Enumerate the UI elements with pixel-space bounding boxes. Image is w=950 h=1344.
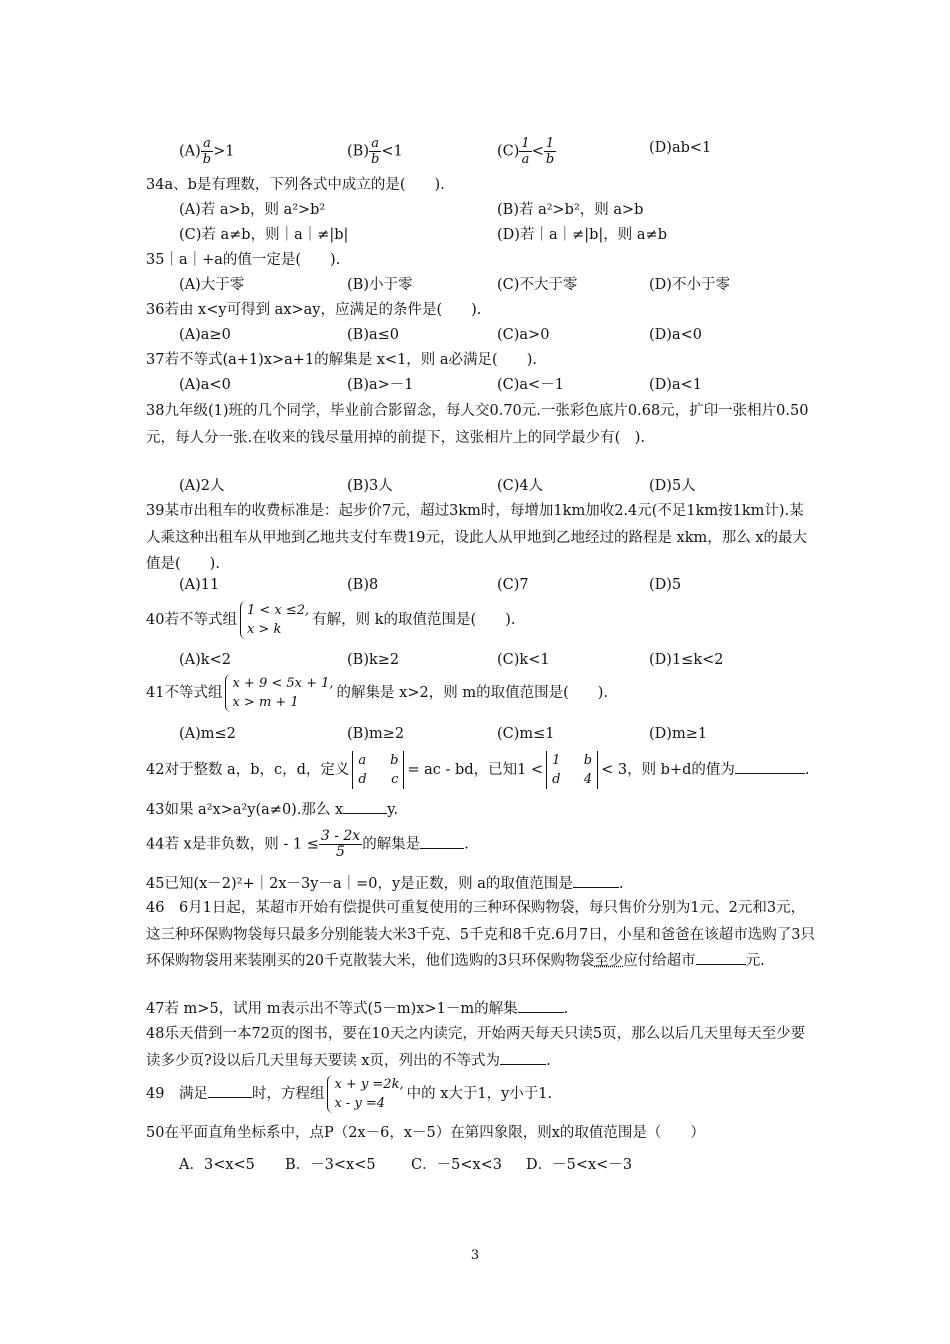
q50-option-a: A．3<x<5 — [179, 1157, 255, 1173]
q35-option-b: (B)小于零 — [347, 277, 413, 293]
q33-options — [179, 136, 819, 167]
q50-option-b: B．－3<x<5 — [285, 1157, 376, 1173]
q34-options-row1 — [179, 198, 819, 223]
q37-option-b: (B)a>－1 — [347, 377, 414, 393]
q36-option-b: (B)a≤0 — [347, 327, 399, 343]
q34-option-c: (C)若 a≠b，则｜a｜≠|b| — [179, 227, 349, 243]
q34-option-b: (B)若 a²>b²，则 a>b — [497, 202, 644, 218]
q33-option-c: (C) $\frac{1}{a}$ < $\frac{1}{b}$ — [497, 136, 555, 167]
q34-stem: 34a、b是有理数，下列各式中成立的是( ). — [146, 177, 445, 193]
q42-answer-blank[interactable] — [735, 757, 805, 774]
q41-option-b: (B)m≥2 — [347, 726, 405, 742]
q49-answer-blank[interactable] — [208, 1081, 252, 1098]
q38-stem: 38九年级(1)班的几个同学，毕业前合影留念，每人交0.70元.一张彩色底片0.68元，扩印一张相片0.50元，每人分一张.在收来的钱尽量用掉的前提下，这张相片上的同学最少有( ). — [146, 403, 809, 446]
q37-option-d: (D)a<1 — [649, 377, 702, 393]
q33-option-a: (A) $\frac{a}{b}$ >1 — [179, 136, 235, 167]
q38-option-b: (B)3人 — [347, 478, 393, 494]
q39-option-a: (A)11 — [179, 577, 220, 593]
q40-options — [179, 648, 819, 673]
page-number: 3 — [470, 1248, 480, 1263]
q41-options — [179, 722, 819, 747]
q38-options — [179, 474, 819, 499]
q38-option-c: (C)4人 — [497, 478, 544, 494]
q39-option-b: (B)8 — [347, 577, 379, 593]
q34-option-d: (D)若｜a｜≠|b|，则 a≠b — [497, 227, 667, 243]
q36-option-d: (D)a<0 — [649, 327, 702, 343]
q37-stem: 37若不等式(a+1)x>a+1的解集是 x<1，则 a必满足( ). — [146, 352, 537, 368]
q38-option-a: (A)2人 — [179, 478, 225, 494]
q34-option-a: (A)若 a>b，则 a²>b² — [179, 202, 326, 218]
q50-option-d: D．－5<x<－3 — [526, 1157, 633, 1173]
q50-option-c: C．－5<x<3 — [411, 1157, 503, 1173]
q35-option-c: (C)不大于零 — [497, 277, 578, 293]
q50-options — [179, 1153, 819, 1178]
q39-stem: 39某市出租车的收费标准是：起步价7元，超过3km时，每增加1km加收2.4元(不足1km按1km计).某人乘这种出租车从甲地到乙地共支付车费19元，设此人从甲地到乙地经过的路程是 xkm，那么 x的最大值是( ). — [146, 503, 808, 572]
q45-answer-blank[interactable] — [573, 871, 619, 888]
q44-answer-blank[interactable] — [420, 832, 464, 849]
q43-answer-blank[interactable] — [343, 797, 387, 814]
q37-options — [179, 373, 819, 398]
q34-options-row2 — [179, 223, 819, 248]
q47-stem: 47若 m>5，试用 m表示出不等式(5－m)x>1－m的解集 . — [146, 996, 816, 1022]
q41-option-d: (D)m≥1 — [649, 726, 708, 742]
q46-answer-blank[interactable] — [696, 948, 746, 965]
q40-option-b: (B)k≥2 — [347, 652, 400, 668]
q36-stem: 36若由 x<y可得到 ax>ay，应满足的条件是( ). — [146, 302, 482, 318]
q40-option-d: (D)1≤k<2 — [649, 652, 724, 668]
q36-option-c: (C)a>0 — [497, 327, 550, 343]
q35-stem: 35｜a｜+a的值一定是( ). — [146, 252, 341, 268]
q48-stem: 48乐天借到一本72页的图书，要在10天之内读完，开始两天每天只读5页，那么以后几天里每天至少要读多少页?设以后几天里每天要读 x页，列出的不等式为 . — [146, 1026, 806, 1069]
q49-equation-system: x + y =2k, x - y =4 — [327, 1075, 403, 1113]
q47-answer-blank[interactable] — [518, 996, 564, 1013]
q40-option-a: (A)k<2 — [179, 652, 231, 668]
q50-stem: 50在平面直角坐标系中，点P（2x－6，x－5）在第四象限，则x的取值范围是（ ） — [146, 1125, 705, 1141]
q42-determinant-given: 1 b d 4 — [546, 751, 598, 789]
q33-option-b: (B) $\frac{a}{b}$ <1 — [347, 136, 403, 167]
q44-stem: 44若 x是非负数，则 - 1 ≤ $\frac{3 - 2x}{5}$ 的解集是 . — [146, 828, 469, 860]
q40-stem: 40若不等式组 1 < x ≤2, x > k 有解，则 k的取值范围是( ). — [146, 603, 516, 637]
q42-determinant-definition: a b d c — [352, 751, 404, 789]
q39-options — [179, 573, 819, 598]
q35-option-a: (A)大于零 — [179, 277, 245, 293]
q35-options — [179, 273, 819, 298]
q48-answer-blank[interactable] — [500, 1048, 546, 1065]
q42-stem: 42对于整数 a，b，c，d，定义 a b d c = ac - bd，已知1 < 1 b d 4 < 3，则 b+d的值为 . — [146, 753, 810, 787]
q40-inequality-system: 1 < x ≤2, x > k — [240, 601, 309, 639]
q43-stem: 43如果 a²x>a²y(a≠0).那么 x y. — [146, 797, 816, 823]
q40-option-c: (C)k<1 — [497, 652, 550, 668]
q41-option-c: (C)m≤1 — [497, 726, 555, 742]
q33-option-d: (D)ab<1 — [649, 140, 712, 156]
q39-option-c: (C)7 — [497, 577, 529, 593]
q41-option-a: (A)m≤2 — [179, 726, 236, 742]
q45-stem: 45已知(x－2)²+｜2x－3y－a｜=0，y是正数，则 a的取值范围是 . — [146, 871, 816, 897]
q41-stem: 41不等式组 x + 9 < 5x + 1, x > m + 1 的解集是 x>2，则 m的取值范围是( ). — [146, 676, 608, 710]
q46-stem: 46 6月1日起，某超市开始有偿提供可重复使用的三种环保购物袋，每只售价分别为1元、2元和3元，这三种环保购物袋每只最多分别能装大米3千克、5千克和8千克.6月7日，小星和爸爸在该超市选购了3只环保购物袋用来装刚买的20千克散装大米，他们选购的3只环保购物袋至少应付给超市 元. — [146, 900, 815, 969]
q39-option-d: (D)5 — [649, 577, 682, 593]
q35-option-d: (D)不小于零 — [649, 277, 730, 293]
q37-option-c: (C)a<－1 — [497, 377, 564, 393]
q36-options — [179, 323, 819, 348]
q49-stem: 49 满足 时，方程组 x + y =2k, x - y =4 中的 x大于1，y小于1. — [146, 1077, 553, 1111]
q38-option-d: (D)5人 — [649, 478, 696, 494]
q41-inequality-system: x + 9 < 5x + 1, x > m + 1 — [225, 674, 333, 712]
q37-option-a: (A)a<0 — [179, 377, 231, 393]
q36-option-a: (A)a≥0 — [179, 327, 231, 343]
